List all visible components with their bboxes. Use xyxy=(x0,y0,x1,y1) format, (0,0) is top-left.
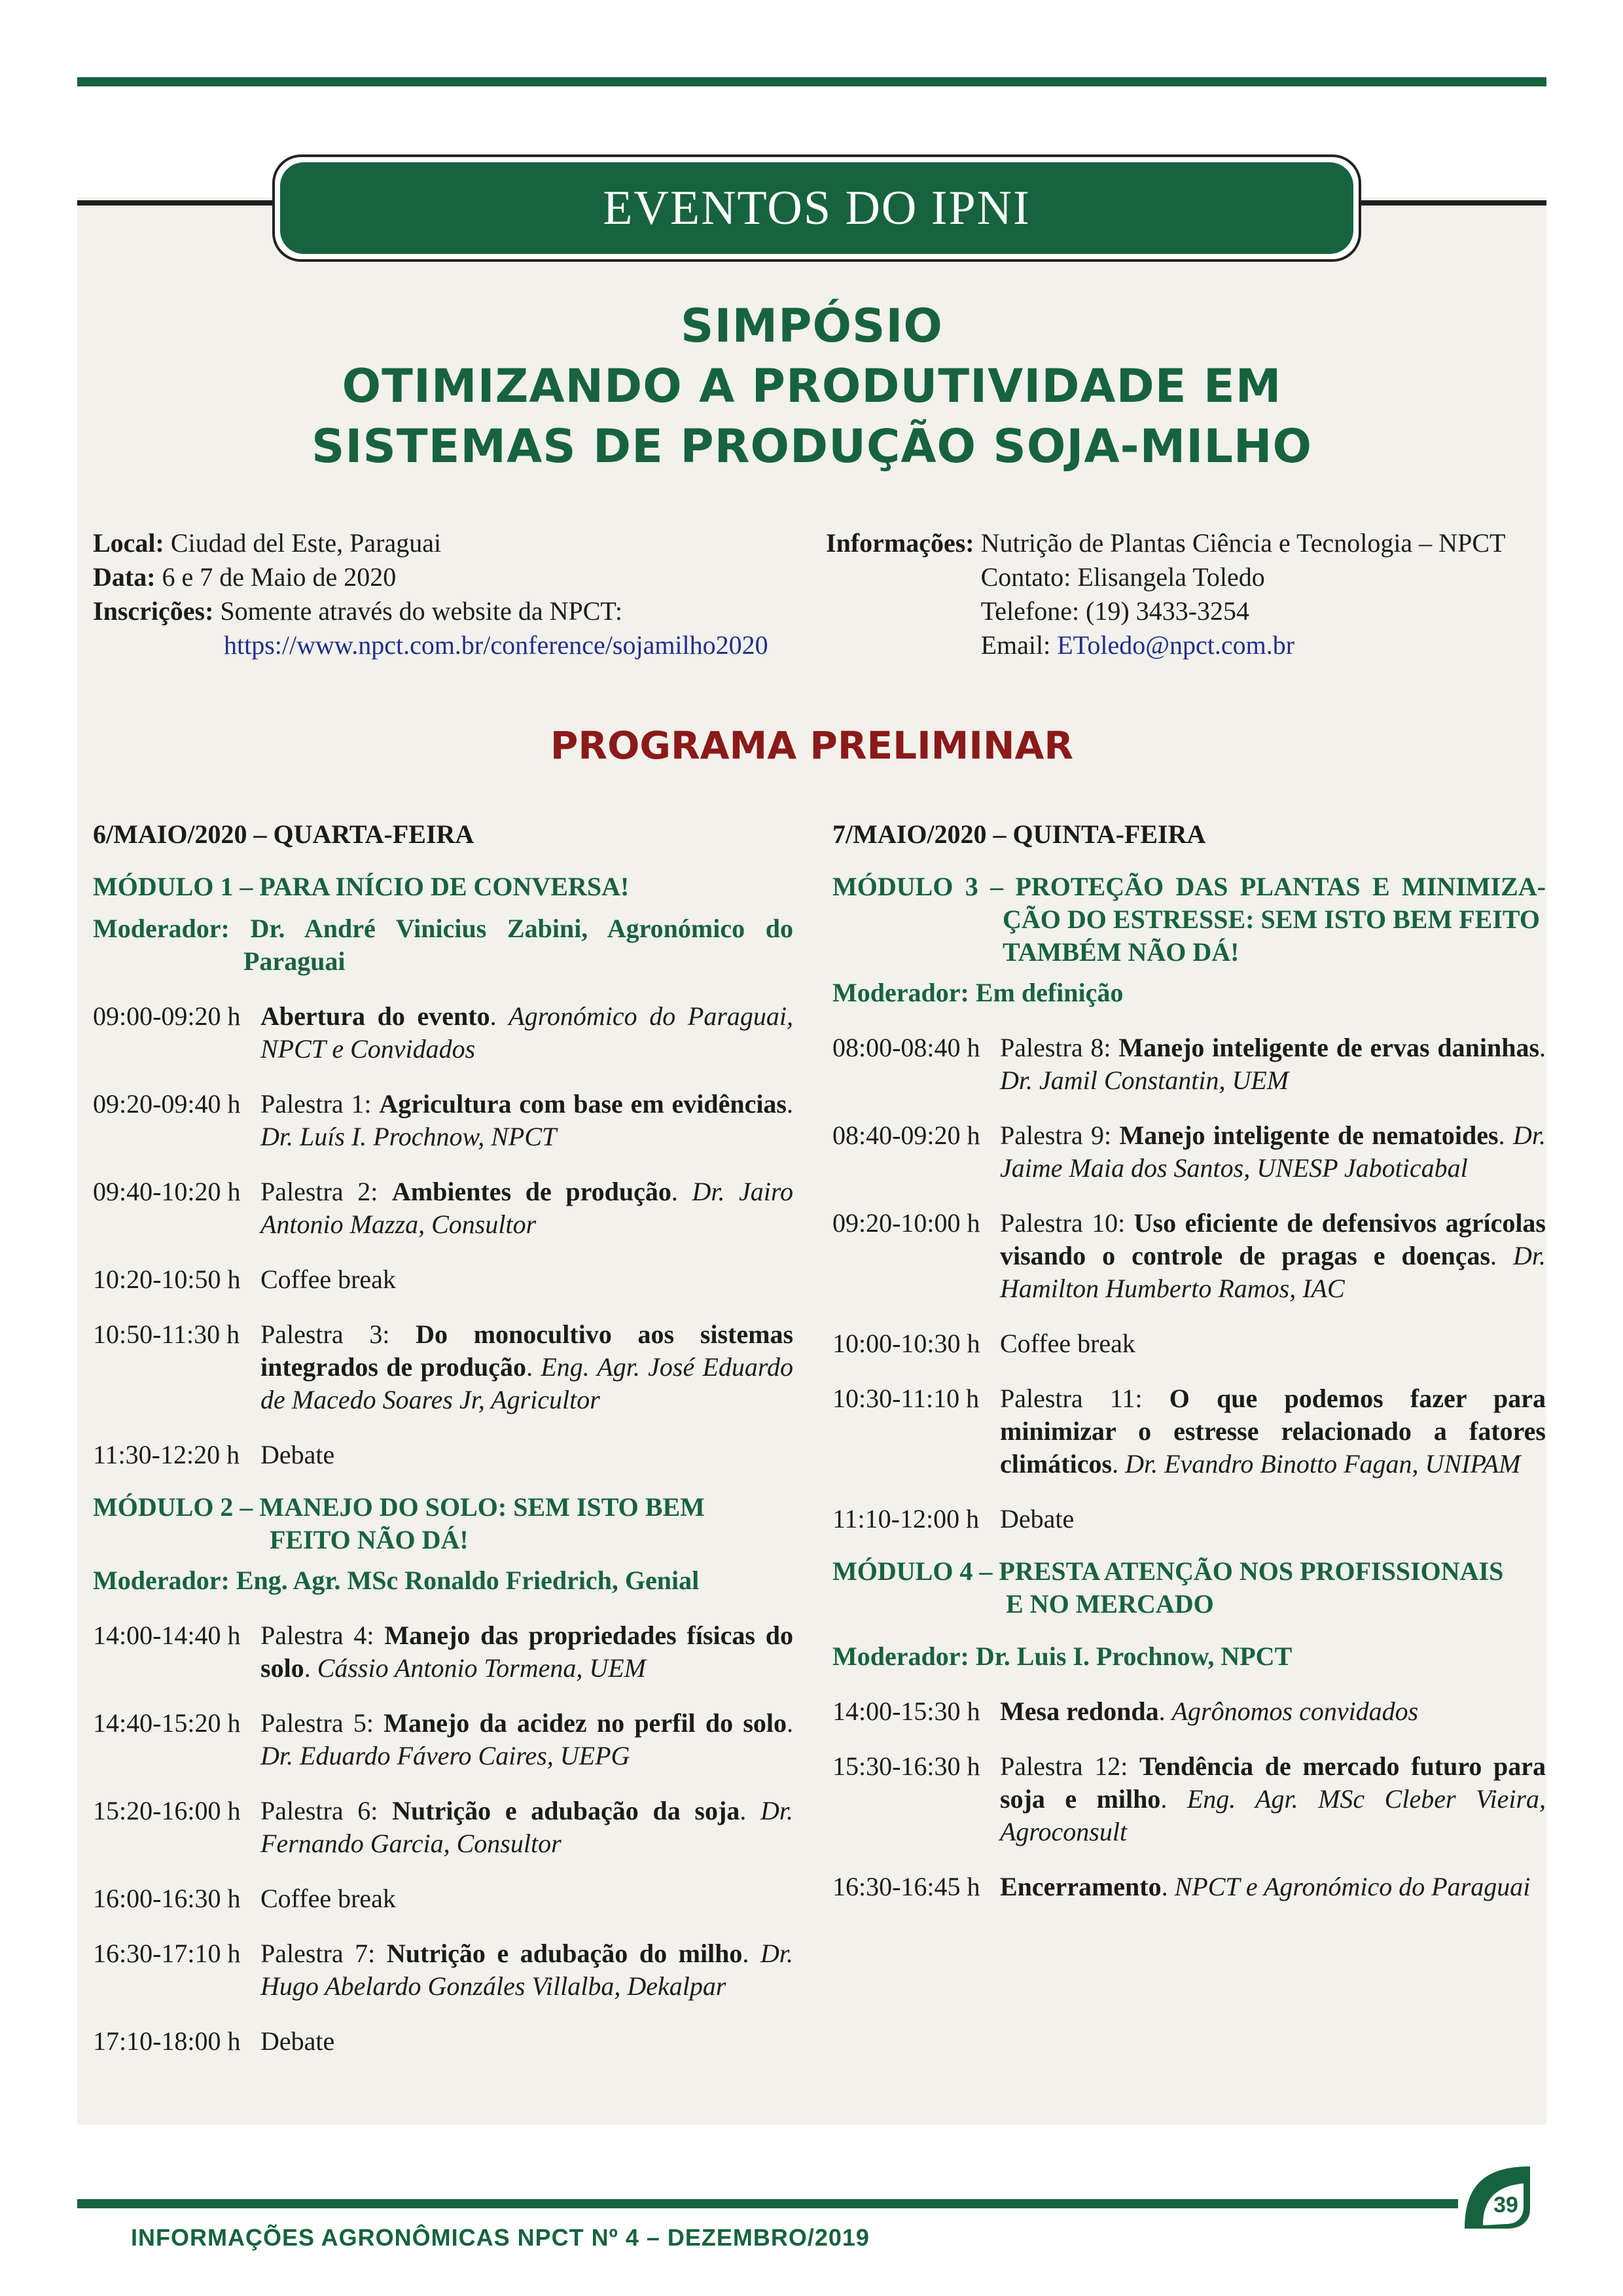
section-banner: EVENTOS DO IPNI xyxy=(280,162,1353,254)
schedule-item xyxy=(93,1263,793,1296)
schedule-punct: . xyxy=(1498,1121,1513,1150)
session-title: Ambientes de produção xyxy=(391,1177,671,1206)
session-speaker: Dr. Hamilton Humberto Ramos, IAC xyxy=(1000,1241,1546,1303)
schedule-description xyxy=(260,1088,793,1153)
schedule-item xyxy=(832,1695,1546,1728)
module3-title: MÓDULO 3 – PROTEÇÃO DAS PLANTAS E MINIMIZA- xyxy=(832,872,1546,901)
schedule-description xyxy=(260,1175,793,1241)
local-label: Local: xyxy=(93,528,164,558)
session-title: Tendência de mercado futuro para soja e milho xyxy=(1000,1751,1546,1814)
schedule-item xyxy=(832,1382,1546,1480)
session-title: Manejo da acidez no perfil do solo xyxy=(383,1708,787,1738)
schedule-item xyxy=(93,1937,793,2003)
schedule-text: Debate xyxy=(260,2026,335,2056)
info-label: Informações: xyxy=(826,528,974,558)
schedule-item xyxy=(93,1882,793,1915)
session-speaker: Eng. Agr. MSc Cleber Vieira, Agroconsult xyxy=(1000,1784,1546,1846)
schedule-item xyxy=(832,1503,1546,1535)
schedule-description xyxy=(260,1795,793,1860)
schedule-time: 15:20-16:00 h xyxy=(93,1796,241,1825)
schedule-description xyxy=(1000,1382,1546,1480)
module2-title: MÓDULO 2 – MANEJO DO SOLO: SEM ISTO BEM xyxy=(93,1492,705,1522)
schedule-punct: . xyxy=(671,1177,692,1206)
schedule-time: 14:40-15:20 h xyxy=(93,1708,241,1738)
session-title: Mesa redonda xyxy=(1000,1696,1159,1726)
module2-schedule xyxy=(93,1619,793,2058)
organizer-line: Nutrição de Plantas Ciência e Tecnologia – NPCT xyxy=(980,528,1506,558)
session-speaker: Dr. Jamil Constantin, UEM xyxy=(1000,1066,1289,1095)
schedule-time: 15:30-16:30 h xyxy=(832,1751,980,1781)
day2-heading: 7/MAIO/2020 – QUINTA-FEIRA xyxy=(832,819,1206,849)
schedule-time: 08:40-09:20 h xyxy=(832,1121,980,1150)
module1-schedule xyxy=(93,1000,793,1471)
schedule-time: 09:40-10:20 h xyxy=(93,1177,241,1206)
schedule-text: Palestra 5: xyxy=(260,1708,384,1738)
schedule-item xyxy=(93,1795,793,1860)
schedule-time: 10:50-11:30 h xyxy=(93,1319,240,1349)
session-title: Abertura do evento xyxy=(260,1001,490,1031)
schedule-description xyxy=(1000,1031,1546,1097)
registration-link[interactable]: https://www.npct.com.br/conference/sojamilho2020 xyxy=(224,630,768,660)
session-title: Uso eficiente de defensivos agrícolas visando o controle de pragas e doenças xyxy=(1000,1208,1546,1270)
top-green-bar xyxy=(77,77,1546,86)
module4-title: MÓDULO 4 – PRESTA ATENÇÃO NOS PROFISSIONAIS xyxy=(832,1556,1504,1586)
registration-line xyxy=(93,594,813,628)
schedule-text: Debate xyxy=(1000,1504,1075,1534)
session-title: O que podemos fazer para minimizar o estresse relacionado a fatores climáticos xyxy=(1000,1384,1546,1479)
schedule-time: 14:00-14:40 h xyxy=(93,1621,241,1650)
schedule-item xyxy=(93,1175,793,1241)
schedule-description xyxy=(260,1707,793,1772)
schedule-text: Palestra 9: xyxy=(1000,1121,1120,1150)
schedule-description xyxy=(1000,1327,1546,1360)
local-value: Ciudad del Este, Paraguai xyxy=(170,528,442,558)
schedule-text: Coffee break xyxy=(260,1884,396,1913)
event-title-line-3: SISTEMAS DE PRODUÇÃO SOJA-MILHO xyxy=(311,420,1313,473)
schedule-punct: . xyxy=(526,1352,541,1382)
schedule-punct: . xyxy=(1539,1033,1546,1062)
schedule-description xyxy=(260,1000,793,1066)
schedule-time: 09:00-09:20 h xyxy=(93,1001,241,1031)
schedule-text: Coffee break xyxy=(1000,1329,1135,1358)
schedule-description xyxy=(260,1619,793,1685)
event-info-right xyxy=(826,526,1546,662)
event-title-line-1: SIMPÓSIO xyxy=(681,299,943,353)
day2-column xyxy=(832,818,1546,1903)
date-value: 6 e 7 de Maio de 2020 xyxy=(162,562,397,592)
schedule-text: Debate xyxy=(260,1440,335,1469)
schedule-punct: . xyxy=(304,1653,317,1683)
page-number: 39 xyxy=(1493,2193,1518,2217)
module2-title-cont: FEITO NÃO DÁ! xyxy=(270,1525,469,1554)
schedule-item xyxy=(832,1031,1546,1097)
schedule-text: Coffee break xyxy=(260,1265,396,1294)
day1-column xyxy=(93,818,793,2058)
module4-moderator: Moderador: Dr. Luis I. Prochnow, NPCT xyxy=(832,1641,1293,1671)
session-speaker: NPCT e Agronómico do Paraguai xyxy=(1174,1872,1531,1901)
schedule-time: 16:30-16:45 h xyxy=(832,1872,980,1901)
schedule-time: 11:10-12:00 h xyxy=(832,1504,980,1534)
schedule-description xyxy=(1000,1695,1546,1728)
session-speaker: Agrônomos convidados xyxy=(1171,1696,1419,1726)
date-line xyxy=(93,560,813,594)
schedule-item xyxy=(832,1207,1546,1305)
email-label: Email: xyxy=(980,630,1051,660)
schedule-time: 09:20-09:40 h xyxy=(93,1089,241,1119)
event-title-line-2: OTIMIZANDO A PRODUTIVIDADE EM xyxy=(342,359,1282,413)
schedule-punct: . xyxy=(1490,1241,1513,1270)
schedule-punct: . xyxy=(1160,1784,1187,1814)
session-title: Manejo inteligente de ervas daninhas xyxy=(1118,1033,1540,1062)
schedule-description xyxy=(1000,1207,1546,1305)
schedule-description xyxy=(1000,1871,1546,1903)
local-line xyxy=(93,526,813,560)
email-line xyxy=(981,628,1506,662)
contact-line: Contato: Elisangela Toledo xyxy=(980,562,1265,592)
schedule-text: Palestra 2: xyxy=(260,1177,392,1206)
schedule-item xyxy=(93,1619,793,1685)
schedule-description xyxy=(260,1263,793,1296)
program-title: PROGRAMA PRELIMINAR xyxy=(550,723,1074,768)
schedule-item xyxy=(93,1318,793,1416)
schedule-description xyxy=(1000,1503,1546,1535)
session-title: Nutrição e adubação do milho xyxy=(386,1939,743,1968)
session-speaker: Dr. Jairo Antonio Mazza, Consultor xyxy=(260,1177,793,1239)
session-title: Do monocultivo aos sistemas integrados de produção xyxy=(260,1319,794,1382)
schedule-item xyxy=(93,1439,793,1471)
footer-green-bar xyxy=(77,2199,1458,2208)
session-title: Nutrição e adubação da soja xyxy=(392,1796,740,1825)
schedule-description xyxy=(260,2025,793,2058)
session-speaker: Dr. Jaime Maia dos Santos, UNESP Jaboticabal xyxy=(1000,1121,1546,1183)
session-speaker: Dr. Hugo Abelardo Gonzáles Villalba, Dekalpar xyxy=(260,1939,794,2001)
module4-schedule xyxy=(832,1695,1546,1903)
registration-value: Somente através do website da NPCT: xyxy=(220,596,622,626)
schedule-time: 10:00-10:30 h xyxy=(832,1329,980,1358)
schedule-time: 10:20-10:50 h xyxy=(93,1265,241,1294)
session-title: Agricultura com base em evidências xyxy=(379,1089,787,1119)
schedule-text: Palestra 11: xyxy=(1000,1384,1169,1413)
schedule-text: Palestra 1: xyxy=(260,1089,380,1119)
schedule-punct: . xyxy=(490,1001,509,1031)
schedule-punct: . xyxy=(787,1089,794,1119)
schedule-time: 09:20-10:00 h xyxy=(832,1208,980,1238)
schedule-time: 10:30-11:10 h xyxy=(832,1384,980,1413)
phone-line: Telefone: (19) 3433-3254 xyxy=(980,596,1250,626)
session-title: Manejo inteligente de nematoides xyxy=(1119,1121,1499,1150)
schedule-description xyxy=(260,1882,793,1915)
module3-title-cont-2: TAMBÉM NÃO DÁ! xyxy=(1003,937,1240,967)
schedule-description xyxy=(1000,1119,1546,1185)
module3-moderator: Moderador: Em definição xyxy=(832,978,1124,1007)
schedule-text: Palestra 12: xyxy=(1000,1751,1140,1781)
session-speaker: Dr. Fernando Garcia, Consultor xyxy=(260,1796,794,1858)
day1-heading: 6/MAIO/2020 – QUARTA-FEIRA xyxy=(93,819,474,849)
schedule-text: Palestra 6: xyxy=(260,1796,393,1825)
module1-title: MÓDULO 1 – PARA INÍCIO DE CONVERSA! xyxy=(93,872,630,901)
session-speaker: Dr. Evandro Binotto Fagan, UNIPAM xyxy=(1125,1449,1521,1479)
schedule-item xyxy=(832,1750,1546,1848)
schedule-item xyxy=(93,1707,793,1772)
module4-title-cont: E NO MERCADO xyxy=(1006,1589,1214,1619)
module3-title-cont-1: ÇÃO DO ESTRESSE: SEM ISTO BEM FEITO xyxy=(1003,905,1540,934)
schedule-time: 08:00-08:40 h xyxy=(832,1033,980,1062)
session-speaker: Dr. Eduardo Fávero Caires, UEPG xyxy=(260,1741,630,1770)
schedule-description xyxy=(1000,1750,1546,1848)
schedule-text: Palestra 10: xyxy=(1000,1208,1134,1238)
session-title: Encerramento xyxy=(1000,1872,1162,1901)
schedule-text: Palestra 4: xyxy=(260,1621,385,1650)
schedule-punct: . xyxy=(1112,1449,1126,1479)
schedule-time: 16:30-17:10 h xyxy=(93,1939,241,1968)
schedule-time: 11:30-12:20 h xyxy=(93,1440,240,1469)
schedule-text: Palestra 3: xyxy=(260,1319,416,1349)
schedule-punct: . xyxy=(740,1796,760,1825)
module2-moderator: Moderador: Eng. Agr. MSc Ronaldo Friedrich, Genial xyxy=(93,1566,700,1595)
date-label: Data: xyxy=(93,562,156,592)
module3-schedule xyxy=(832,1031,1546,1535)
schedule-time: 14:00-15:30 h xyxy=(832,1696,980,1726)
schedule-item xyxy=(93,1088,793,1153)
event-info-left xyxy=(93,526,813,662)
schedule-punct: . xyxy=(787,1708,793,1738)
schedule-punct: . xyxy=(1158,1696,1172,1726)
session-title: Manejo das propriedades físicas do solo xyxy=(260,1621,793,1683)
banner-rule-right xyxy=(1342,200,1546,206)
banner-rule-left xyxy=(77,200,281,206)
module1-moderator-cont: Paraguai xyxy=(243,946,346,976)
module1-moderator: Moderador: Dr. André Vinicius Zabini, Agronómico do xyxy=(93,914,793,943)
session-speaker: Dr. Luís I. Prochnow, NPCT xyxy=(260,1122,557,1151)
schedule-item xyxy=(93,2025,793,2058)
schedule-description xyxy=(260,1318,793,1416)
schedule-item xyxy=(832,1871,1546,1903)
schedule-item xyxy=(93,1000,793,1066)
footer-publication: INFORMAÇÕES AGRONÔMICAS NPCT Nº 4 – DEZEMBRO/2019 xyxy=(131,2224,870,2251)
schedule-punct: . xyxy=(742,1939,760,1968)
schedule-time: 17:10-18:00 h xyxy=(93,2026,241,2056)
schedule-item xyxy=(832,1119,1546,1185)
schedule-item xyxy=(832,1327,1546,1360)
session-speaker: Cássio Antonio Tormena, UEM xyxy=(317,1653,646,1683)
schedule-text: Palestra 7: xyxy=(260,1939,387,1968)
schedule-text: Palestra 8: xyxy=(1000,1033,1119,1062)
email-link[interactable]: EToledo@npct.com.br xyxy=(1057,630,1295,660)
session-speaker: Agronómico do Paraguai, NPCT e Convidados xyxy=(260,1001,794,1064)
session-speaker: Eng. Agr. José Eduardo de Macedo Soares Jr, Agricultor xyxy=(260,1352,793,1414)
schedule-description xyxy=(260,1439,793,1471)
schedule-description xyxy=(260,1937,793,2003)
schedule-time: 16:00-16:30 h xyxy=(93,1884,241,1913)
registration-label: Inscrições: xyxy=(93,596,214,626)
schedule-punct: . xyxy=(1161,1872,1175,1901)
